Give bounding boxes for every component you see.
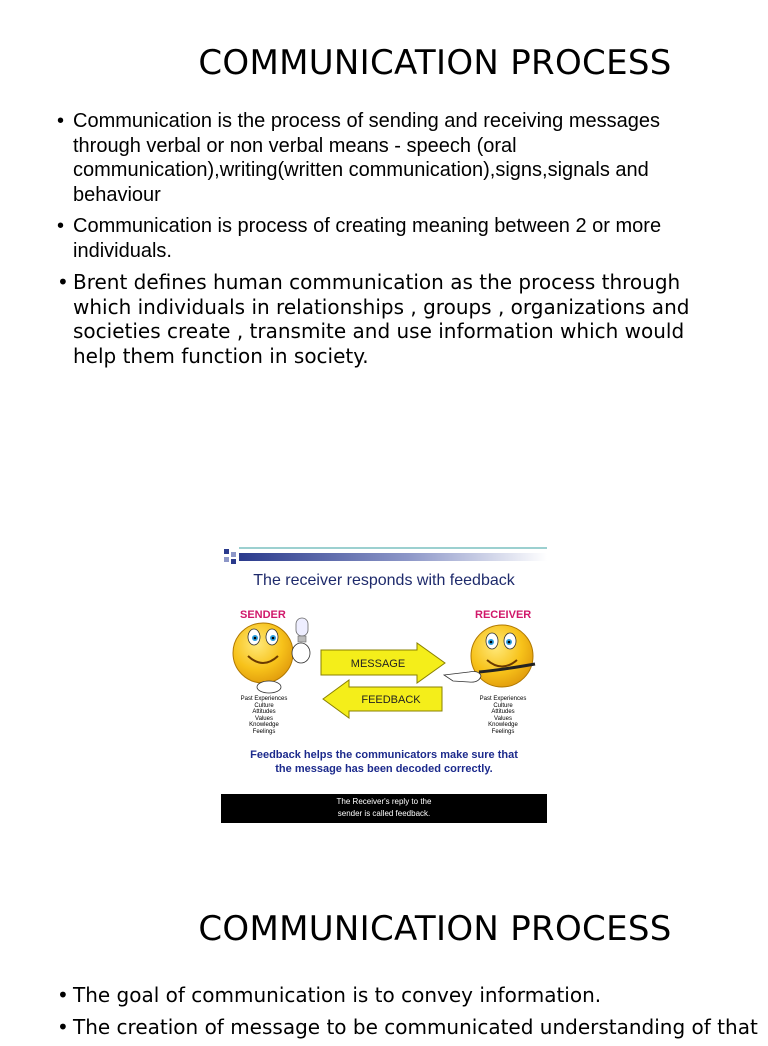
diagram-footer bbox=[221, 794, 547, 823]
slide-2-bullet-list bbox=[57, 983, 758, 1046]
footer-line: sender is called feedback. bbox=[337, 809, 431, 818]
receiver-factor: Feelings bbox=[491, 728, 515, 735]
sender-factors-list bbox=[234, 696, 294, 736]
bullet-item: • Brent defines human communication as the process through which individuals in relationships , groups , organizations and societies create , transmite and use information which would help them function in society. bbox=[57, 270, 697, 368]
footer-line: The Receiver's reply to the bbox=[336, 797, 432, 806]
sender-smiley-icon bbox=[233, 618, 310, 693]
feedback-arrow-label: FEEDBACK bbox=[361, 694, 421, 706]
caption-line: Feedback helps the communicators make sure that bbox=[250, 749, 518, 761]
bullet-item: • Communication is process of creating meaning between 2 or more individuals. bbox=[57, 214, 697, 263]
slide-2-title: COMMUNICATION PROCESS bbox=[198, 909, 672, 949]
sender-factor: Culture bbox=[254, 702, 274, 709]
receiver-factors-list bbox=[473, 696, 533, 736]
sender-factor: Knowledge bbox=[249, 722, 279, 729]
sender-factor: Values bbox=[255, 715, 273, 722]
message-arrow-label: MESSAGE bbox=[350, 658, 406, 670]
diagram-heading: The receiver responds with feedback bbox=[253, 572, 515, 589]
receiver-label: RECEIVER bbox=[475, 609, 532, 621]
receiver-factor: Knowledge bbox=[488, 722, 518, 729]
sender-factor: Attitudes bbox=[252, 709, 276, 716]
bullet-item: • Communication is the process of sending and receiving messages through verbal or non verbal means - speech (oral communication),writing(written communication),signs,signals and behaviour bbox=[57, 109, 697, 207]
sender-factor: Feelings bbox=[252, 728, 276, 735]
receiver-factor: Attitudes bbox=[491, 709, 515, 716]
receiver-smiley-icon bbox=[444, 625, 535, 687]
diagram-caption bbox=[221, 748, 547, 776]
sender-factor: Past Experiences bbox=[240, 696, 288, 702]
slide-1-title: COMMUNICATION PROCESS bbox=[198, 43, 672, 83]
bullet-item: • The creation of message to be communicated understanding of that bbox=[57, 1015, 707, 1040]
caption-line: the message has been decoded correctly. bbox=[275, 763, 493, 775]
feedback-diagram bbox=[221, 546, 547, 823]
header-bar bbox=[224, 548, 547, 564]
slide-1-bullet-list bbox=[57, 109, 697, 375]
receiver-factor: Past Experiences bbox=[479, 696, 527, 702]
receiver-factor: Values bbox=[494, 715, 512, 722]
sender-label: SENDER bbox=[240, 609, 286, 621]
bullet-item: • The goal of communication is to convey information. bbox=[57, 983, 707, 1008]
receiver-factor: Culture bbox=[493, 702, 513, 709]
